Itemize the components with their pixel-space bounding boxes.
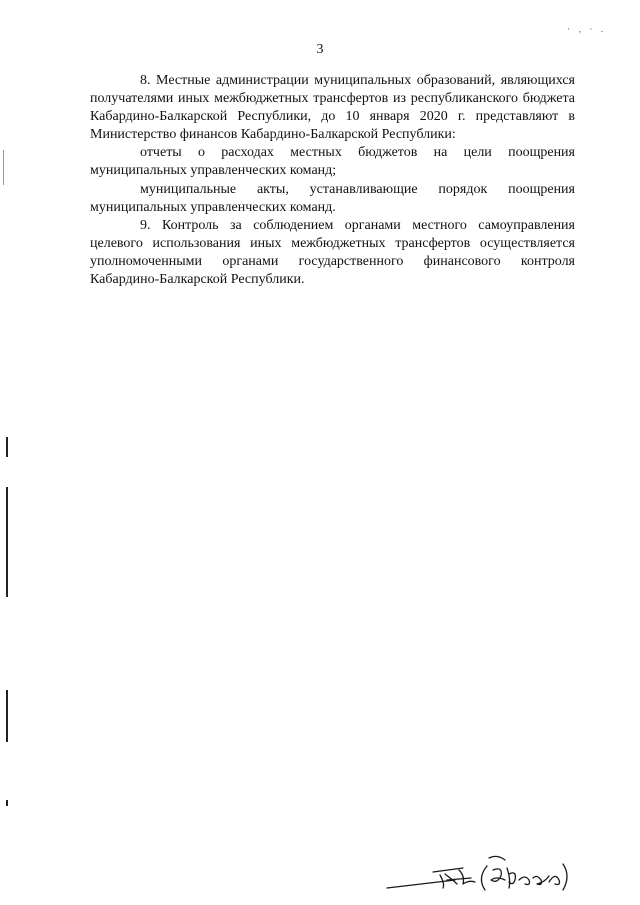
corner-marks: · ‚ · . bbox=[567, 24, 606, 34]
scan-mark bbox=[6, 437, 8, 457]
scan-mark bbox=[6, 800, 8, 806]
paragraph-8-item-reports: отчеты о расходах местных бюджетов на цели поощрения муниципальных управленческих команд; bbox=[90, 145, 575, 179]
scan-mark bbox=[6, 690, 8, 742]
paragraph-8: 8. Местные администрации муниципальных образований, являющихся получателями иных межбюджетных трансфертов из республиканского бюджета Кабардино-Балкарской Республики, до 10 января 2020 г. представляют в Министерство финансов Кабардино-Балкарской Республики: bbox=[90, 73, 575, 143]
paragraph-9: 9. Контроль за соблюдением органами местного самоуправления целевого использования иных межбюджетных трансфертов осуществляется уполномоченными органами государственного финансового контроля Кабардино-Балкарской Республики. bbox=[90, 217, 575, 288]
scan-mark bbox=[3, 150, 4, 185]
document-body bbox=[90, 72, 575, 289]
handwritten-signature bbox=[385, 850, 585, 895]
scan-mark bbox=[6, 487, 8, 597]
page-number: 3 bbox=[316, 42, 324, 57]
paragraph-8-item-acts: муниципальные акты, устанавливающие порядок поощрения муниципальных управленческих команд. bbox=[90, 181, 575, 215]
